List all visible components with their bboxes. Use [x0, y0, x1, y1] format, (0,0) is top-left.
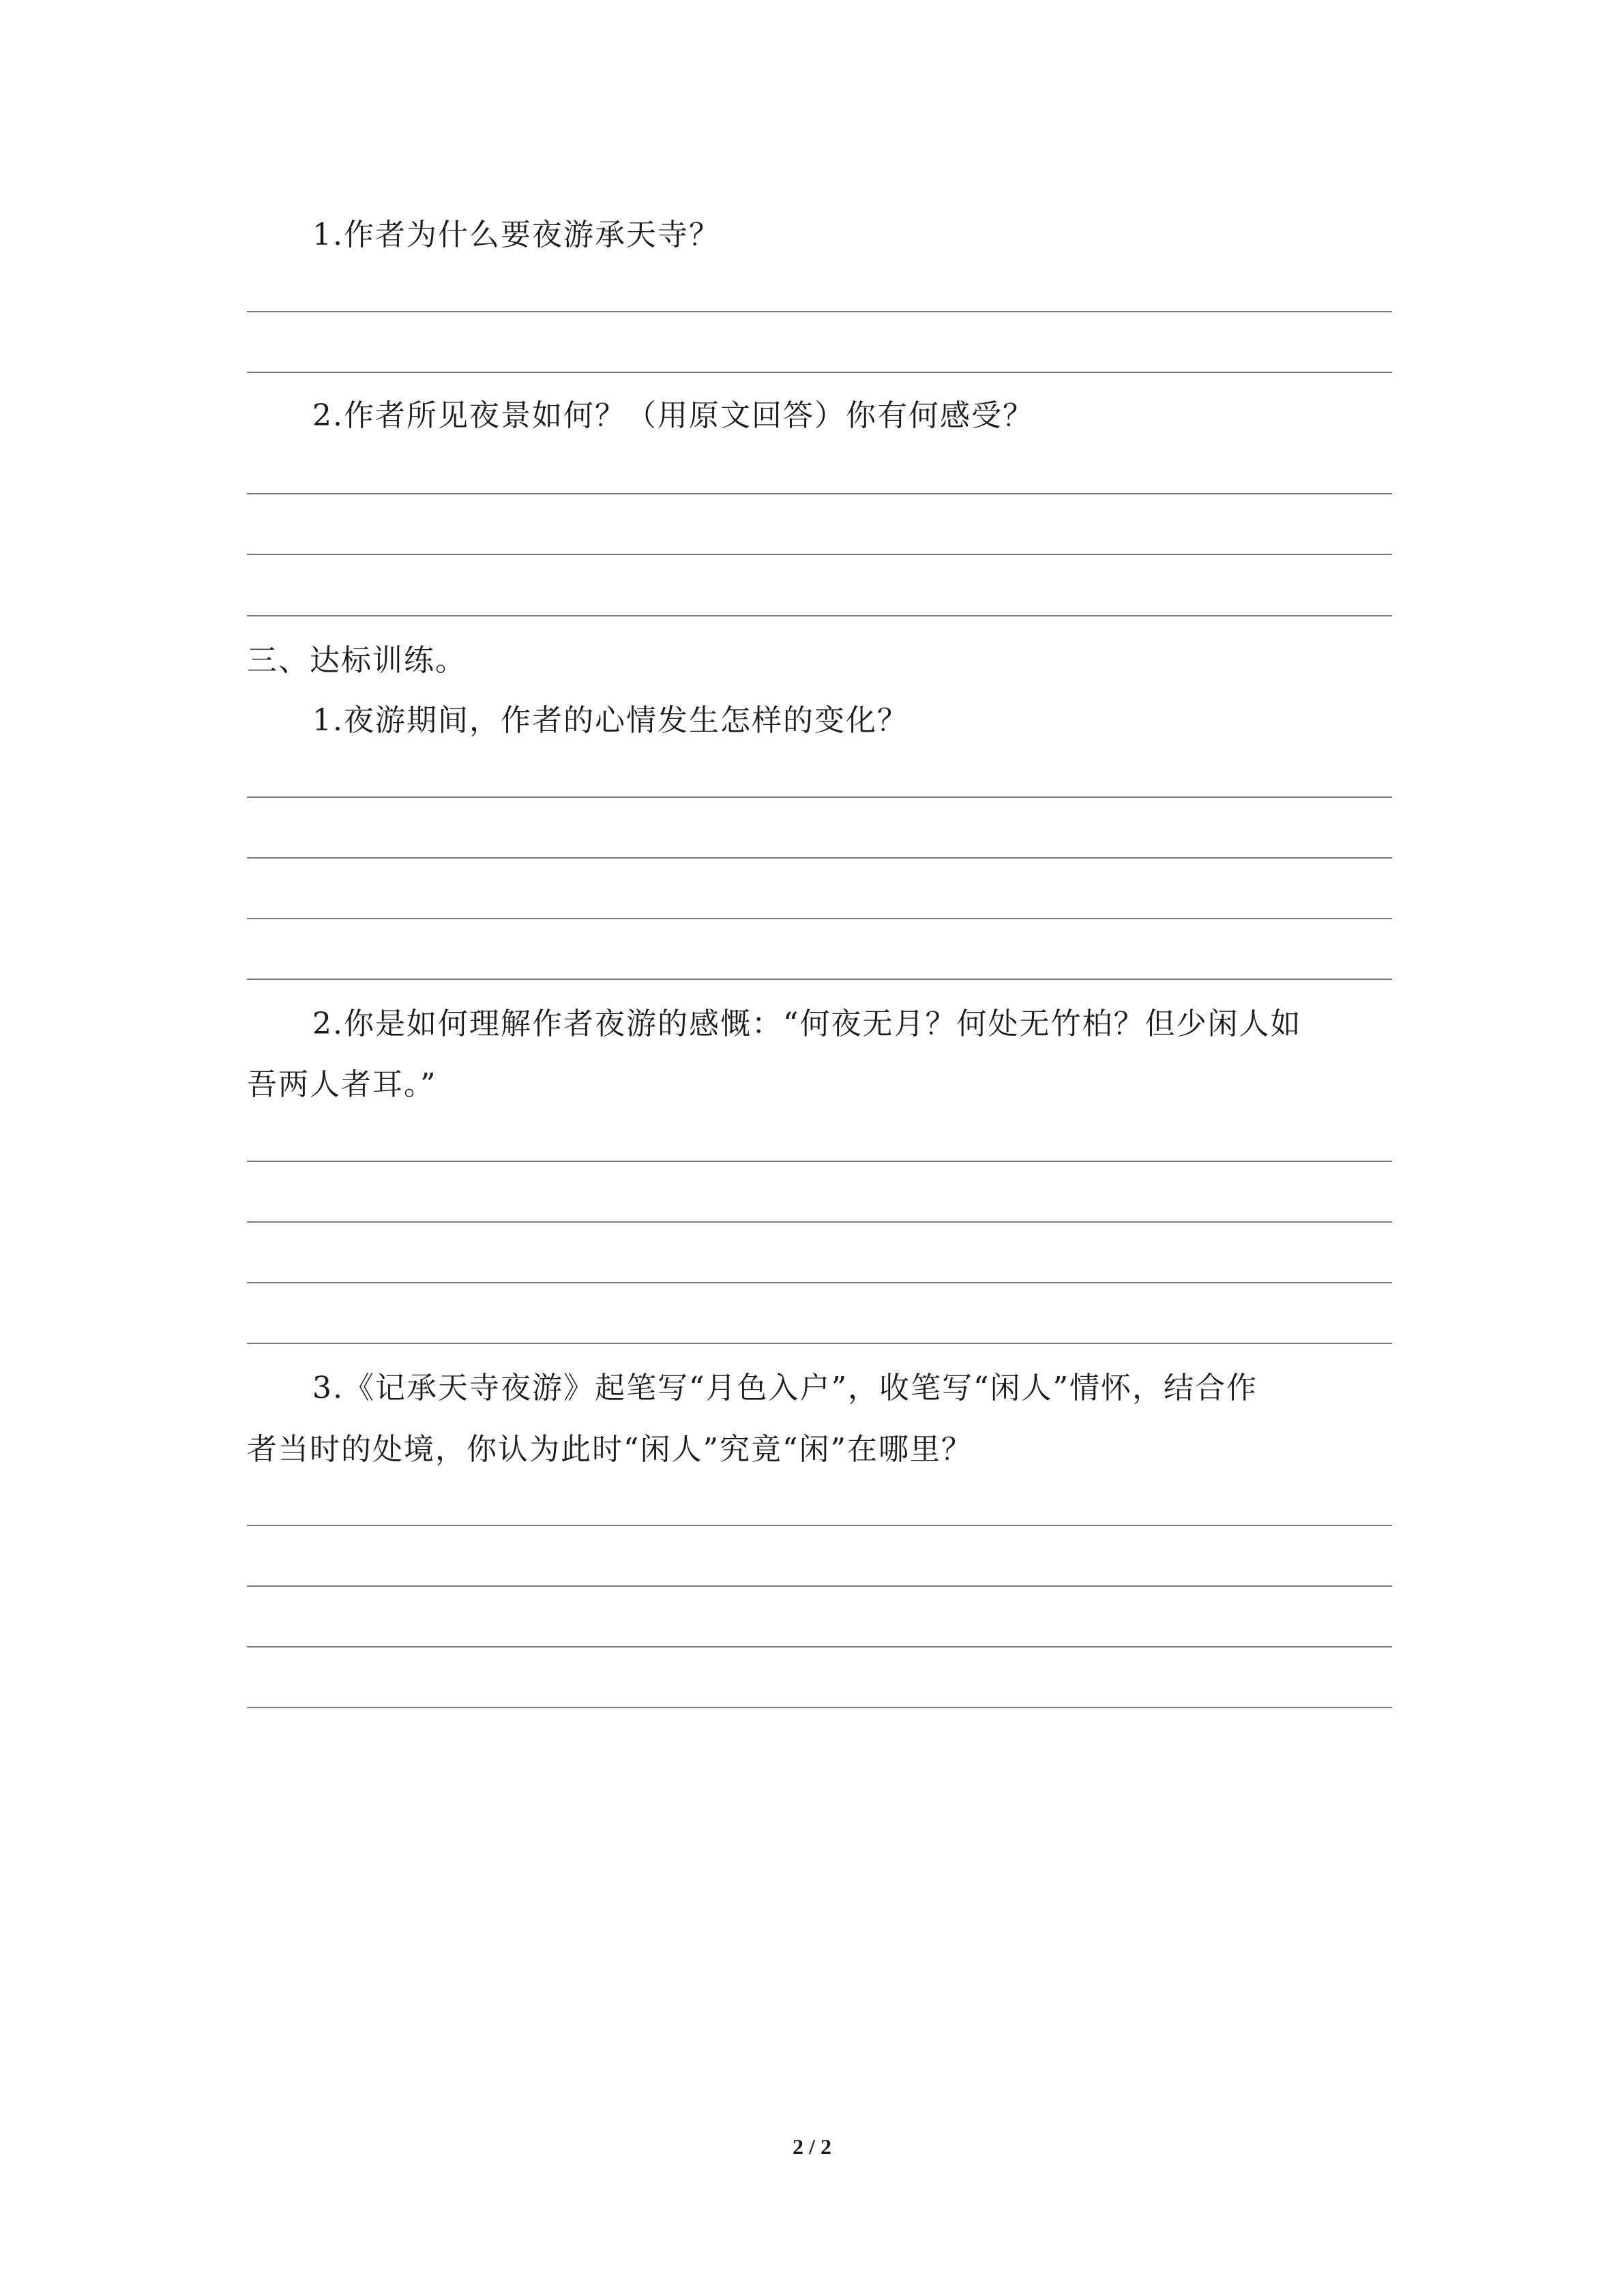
answer-line[interactable]	[247, 1221, 1392, 1223]
question-text: 3.《记承天寺夜游》起笔写“月色入户”，收笔写“闲人”情怀，结合作	[312, 1371, 1258, 1405]
answer-line[interactable]	[247, 1343, 1392, 1344]
answer-line[interactable]	[247, 554, 1392, 555]
question-text: 1.夜游期间，作者的心情发生怎样的变化？	[312, 703, 909, 738]
answer-line[interactable]	[247, 857, 1392, 859]
question-text: 2.作者所见夜景如何？（用原文回答）你有何感受？	[312, 398, 1034, 433]
question-text: 2.你是如何理解作者夜游的感慨：“何夜无月？何处无竹柏？但少闲人如	[312, 1007, 1302, 1041]
answer-line[interactable]	[247, 311, 1392, 312]
answer-line[interactable]	[247, 918, 1392, 919]
answer-line[interactable]	[247, 1585, 1392, 1587]
answer-line[interactable]	[247, 493, 1392, 494]
page-number: 2 / 2	[793, 2134, 831, 2159]
question-text-continued: 者当时的处境，你认为此时“闲人”究竟“闲”在哪里？	[247, 1432, 973, 1467]
answer-line[interactable]	[247, 1646, 1392, 1648]
answer-line[interactable]	[247, 796, 1392, 798]
answer-line[interactable]	[247, 1282, 1392, 1283]
answer-line[interactable]	[247, 1525, 1392, 1526]
question-text: 1.作者为什么要夜游承天寺？	[312, 218, 720, 252]
answer-line[interactable]	[247, 615, 1392, 616]
question-text-continued: 吾两人者耳。”	[247, 1067, 437, 1102]
answer-line[interactable]	[247, 979, 1392, 980]
section-heading: 三、达标训练。	[247, 643, 467, 678]
answer-line[interactable]	[247, 1161, 1392, 1162]
answer-line[interactable]	[247, 1707, 1392, 1708]
answer-line[interactable]	[247, 372, 1392, 373]
